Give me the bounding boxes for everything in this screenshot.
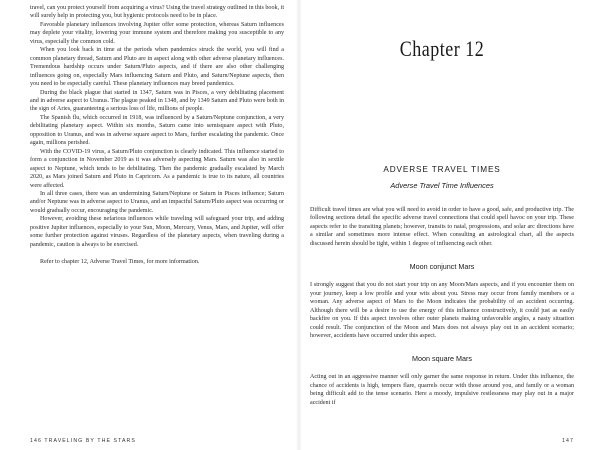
- left-paragraph: travel, can you protect yourself from acquiring a virus? Using the travel strategy outlined in this book, it will surely help in protecting you, but hygienic protocols need to be in place.: [30, 5, 285, 20]
- aspect-paragraph: I strongly suggest that you do not start your trip on any Moon/Mars aspects, and if you encounter them on your journey, keep a low profile and your wits about you. Stress may occur from family members or a woman. Any adverse aspect of Mars to the Moon indicates the probability of an accident occurring. Although there will be a desire to use the energy of this influence constructively, it could just as easily backfire on you. If this aspect involves other outer planets making unfavorable angles, a nasty situation could result. The conjunction of the Moon and Mars does not always play out in an accident scenario; however, accidents have occurred under this aspect.: [310, 282, 574, 339]
- left-paragraph: In all three cases, there was an undermining Saturn/Neptune or Saturn in Pisces influence; Saturn and/or Neptune was in adverse aspect to Uranus, and an impactful Saturn/Pluto aspect was occurring or would gradually occur, encouraging the pandemic.: [30, 190, 284, 214]
- section-subtitle: Adverse Travel Time Influences: [390, 181, 494, 190]
- book-gutter: [296, 0, 302, 450]
- section-title: ADVERSE TRAVEL TIMES: [383, 165, 501, 174]
- right-page: [306, 0, 600, 450]
- left-paragraph: During the black plague that started in 1347, Saturn was in Pisces, a very debilitating placement and in adverse aspect to Uranus. The plague peaked in 1348, and by 1349 Saturn and Pluto were both in the sign of Aries, guaranteeing a serious loss of life, millions of people.: [30, 89, 284, 113]
- left-paragraph: The Spanish flu, which occurred in 1918, was influenced by a Saturn/Neptune conjunction, a very debilitating planetary aspect. Within six months, Saturn came into semisquare aspect with Pluto, opposition to Uranus, and was in adverse square aspect to Mars, further escalating the pandemic. Once again, millions perished.: [30, 114, 284, 147]
- chapter-title: Chapter 12: [399, 36, 485, 61]
- left-page: [0, 0, 292, 450]
- intro-paragraph: Difficult travel times are what you will need to avoid in order to have a good, safe, and productive trip. The following sections detail the specific adverse travel connections that could spell havoc on your trip. These aspects refer to the transiting planets; however, transits to natal, progressions, and solar arc directions have a similar and sometimes more intense effect. When consulting an astrological chart, all the aspects discussed herein should be tight, within 1 degree of influencing each other.: [310, 207, 574, 247]
- chapter-reference: Refer to chapter 12, Adverse Travel Times, for more information.: [40, 259, 200, 266]
- left-paragraph: When you look back in time at the periods when pandemics struck the world, you will find a common planetary thread, Saturn and Pluto are in aspect along with other adverse planetary influences. Tremendous hardship occurs under Saturn/Pluto aspects, and if there are also other challenging influences going on, especially Mars influencing Saturn and Pluto, and Saturn/Neptune aspects, then you need to be especially careful. These planetary influences may breed pandemics.: [30, 47, 284, 88]
- right-page-number: 147: [562, 438, 574, 444]
- left-paragraph: However, avoiding these nefarious influences while traveling will safeguard your trip, and adding positive Jupiter influences, especially to your Sun, Moon, Mercury, Venus, Mars, and Jupiter, will offer some further protection against viruses. Regardless of the planetary aspects, when traveling during a pandemic, caution is always to be exercised.: [30, 216, 284, 248]
- left-page-footer: 146 TRAVELING BY THE STARS: [30, 438, 136, 444]
- aspect-paragraph: Acting out in an aggressive manner will only garner the same response in return. Under this influence, the chance of accidents is high, tempers flare, quarrels occur with those around you, and family or a woman being difficult add to the tense scenario. Here a moody, impulsive restlessness may play out in a major accident if: [310, 374, 574, 406]
- aspect-heading: Moon conjunct Mars: [409, 262, 475, 272]
- left-paragraph: With the COVID-19 virus, a Saturn/Pluto conjunction is clearly indicated. This influence started to form a conjunction in November 2019 as it was adversely aspecting Mars. Saturn was also in sextile aspect to Neptune, which tends to be debilitating. Then the pandemic gradually escalated by March 2020, as Mars joined Saturn and Pluto in Capricorn. As a pandemic is true to its nature, all countries were affected.: [30, 148, 284, 189]
- left-paragraph: Favorable planetary influences involving Jupiter offer some protection, whereas Saturn influences may deplete your vitality, lowering your immune system and therefore making you susceptible to any virus, especially the common cold.: [30, 21, 284, 45]
- aspect-heading: Moon square Mars: [412, 354, 472, 364]
